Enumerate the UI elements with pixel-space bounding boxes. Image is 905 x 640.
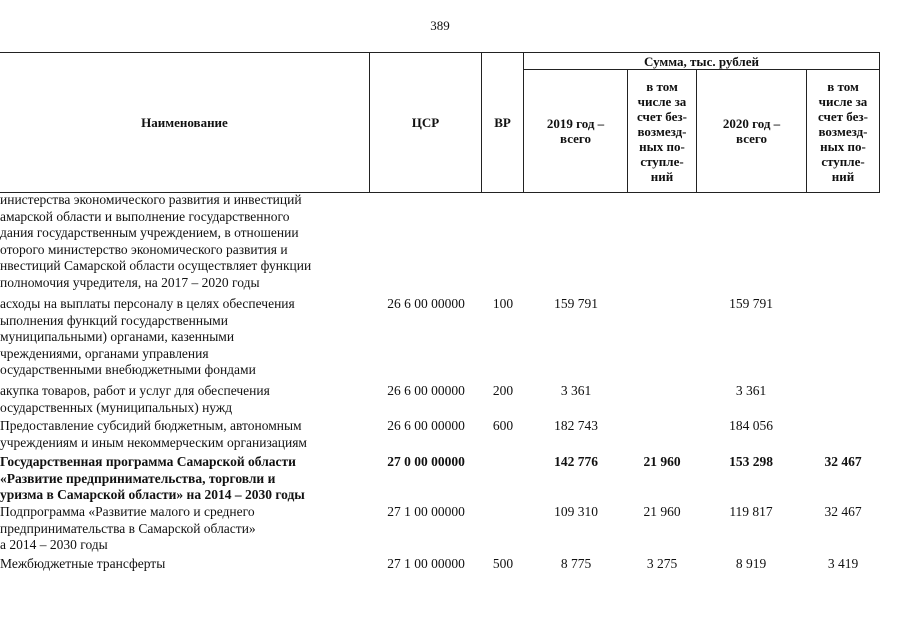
row-2020: 153 298 bbox=[729, 454, 773, 469]
header-name: Наименование bbox=[141, 115, 228, 130]
header-2019-gratis: в том числе за счет без- возмезд- ных по- ступле- ний bbox=[637, 78, 687, 184]
row-2020-gratis: 32 467 bbox=[824, 454, 862, 469]
row-2019: 3 361 bbox=[560, 383, 592, 398]
row-2019: 142 776 bbox=[554, 454, 598, 469]
row-2019-gratis: 21 960 bbox=[643, 504, 681, 519]
row-name: Предоставление субсидий бюджетным, автономным учреждениям и иным некоммерческим организациям bbox=[0, 418, 307, 450]
row-2019: 8 775 bbox=[560, 556, 592, 571]
header-sum-group: Сумма, тыс. рублей bbox=[644, 53, 759, 69]
row-csr: 27 0 00 00000 bbox=[387, 454, 465, 469]
row-2019-gratis: 3 275 bbox=[646, 556, 678, 571]
row-2020-gratis: 32 467 bbox=[824, 504, 862, 519]
page-number: 389 bbox=[430, 18, 450, 33]
row-csr: 26 6 00 00000 bbox=[387, 296, 465, 311]
row-2020: 184 056 bbox=[729, 418, 773, 433]
row-name: инистерства экономического развития и инвестиций амарской области и выполнение государственного дания государственным учреждением, в отношении оторого министерство экономического развития и нвестиций Самарской области осуществляет функции полномочия учредителя, на 2017 – 2020 годы bbox=[0, 192, 312, 290]
row-vr: 100 bbox=[492, 296, 514, 311]
table-header bbox=[0, 52, 880, 192]
row-name: Межбюджетные трансферты bbox=[0, 556, 166, 571]
header-2020-total: 2020 год – всего bbox=[722, 116, 781, 146]
row-vr: 200 bbox=[492, 383, 514, 398]
row-name: Подпрограмма «Развитие малого и среднего предпринимательства в Самарской области» а 2014 – 2030 годы bbox=[0, 504, 256, 552]
row-name: Государственная программа Самарской области «Развитие предпринимательства, торговли и уризма в Самарской области» на 2014 – 2030 годы bbox=[0, 454, 305, 502]
row-vr: 600 bbox=[492, 418, 514, 433]
row-2020-gratis: 3 419 bbox=[827, 556, 859, 571]
row-csr: 26 6 00 00000 bbox=[387, 418, 465, 433]
row-2020: 8 919 bbox=[735, 556, 767, 571]
row-name: акупка товаров, работ и услуг для обеспечения осударственных (муниципальных) нужд bbox=[0, 383, 270, 415]
header-vr: ВР bbox=[494, 115, 511, 130]
row-2019: 159 791 bbox=[554, 296, 598, 311]
header-csr: ЦСР bbox=[411, 115, 440, 130]
row-2020: 3 361 bbox=[735, 383, 767, 398]
header-2020-gratis: в том числе за счет без- возмезд- ных по- ступле- ний bbox=[818, 78, 868, 184]
header-2019-total: 2019 год – всего bbox=[546, 116, 605, 146]
row-2019: 109 310 bbox=[554, 504, 598, 519]
row-2019-gratis: 21 960 bbox=[643, 454, 681, 469]
row-csr: 26 6 00 00000 bbox=[387, 383, 465, 398]
row-2019: 182 743 bbox=[554, 418, 598, 433]
row-csr: 27 1 00 00000 bbox=[387, 556, 465, 571]
row-2020: 159 791 bbox=[729, 296, 773, 311]
row-name: асходы на выплаты персоналу в целях обеспечения ыполнения функций государственными муниципальными) органами, казенными чреждениями, органами управления осударственными внебюджетными фондами bbox=[0, 296, 295, 377]
row-2020: 119 817 bbox=[729, 504, 773, 519]
row-vr: 500 bbox=[492, 556, 514, 571]
row-csr: 27 1 00 00000 bbox=[387, 504, 465, 519]
